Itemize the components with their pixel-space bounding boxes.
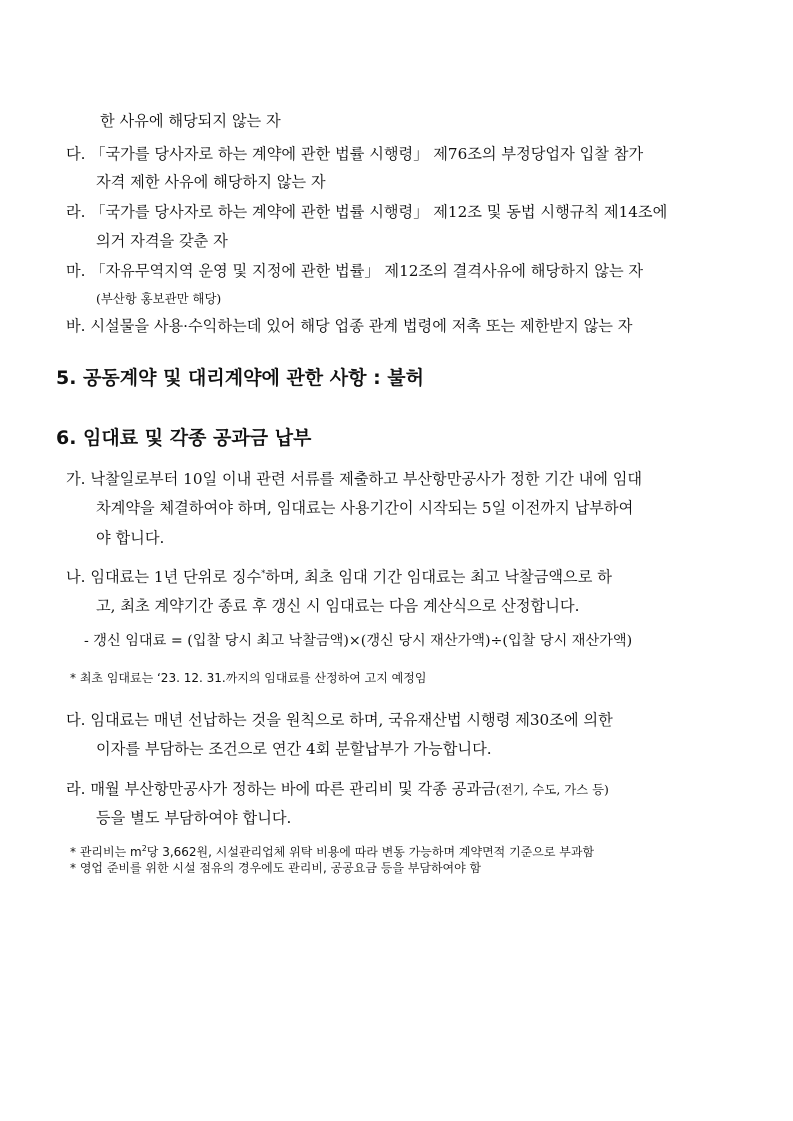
item-ra-line1: 라. 「국가를 당사자로 하는 계약에 관한 법률 시행령」 제12조 및 동법 시행규칙 제14조에: [66, 203, 668, 221]
item-ra6-line1-utilities: (전기, 수도, 가스 등): [495, 782, 609, 797]
renewal-formula: - 갱신 임대료 = (입찰 당시 최고 낙찰금액)×(갱신 당시 재산가액)÷(입찰 당시 재산가액): [84, 633, 633, 649]
item-na-line2: 고, 최초 계약기간 종료 후 갱신 시 임대료는 다음 계산식으로 산정합니다.: [96, 597, 580, 615]
note1-sup: 2: [141, 844, 147, 853]
item-ra-line2: 의거 자격을 갖춘 자: [96, 232, 228, 250]
footnote-star: *: [261, 568, 266, 578]
footnote-initial-rent: * 최초 임대료는 ‘23. 12. 31.까지의 임대료를 산정하여 고지 예정임: [70, 671, 427, 685]
item-ma-line2: (부산항 홍보관만 해당): [96, 291, 222, 306]
item-na-line1: [66, 566, 612, 588]
item-ga-line3: 야 합니다.: [96, 529, 165, 547]
footnote-business-prep: * 영업 준비를 위한 시설 점유의 경우에도 관리비, 공공요금 등을 부담하여야 함: [70, 861, 482, 875]
note1-post: 당 3,662원, 시설관리업체 위탁 비용에 따라 변동 가능하며 계약면적 기준으로 부과함: [146, 845, 595, 859]
item-ga-line1: 가. 낙찰일로부터 10일 이내 관련 서류를 제출하고 부산항만공사가 정한 기간 내에 임대: [66, 470, 643, 488]
item-ra6-line2: 등을 별도 부담하여야 합니다.: [96, 809, 292, 827]
item-ba-line1: 바. 시설물을 사용·수익하는데 있어 해당 업종 관계 법령에 저촉 또는 제한받지 않는 자: [66, 317, 633, 335]
item-da-line1: 다. 「국가를 당사자로 하는 계약에 관한 법률 시행령」 제76조의 부정당업자 입찰 참가: [66, 145, 644, 163]
item-ga-line2: 차계약을 체결하여야 하며, 임대료는 사용기간이 시작되는 5일 이전까지 납부하여: [96, 499, 634, 517]
item-da6-line1: 다. 임대료는 매년 선납하는 것을 원칙으로 하며, 국유재산법 시행령 제30조에 의한: [66, 711, 613, 729]
item-na-line1-pre: 나. 임대료는 1년 단위로 징수: [66, 568, 262, 586]
item-da6-line2: 이자를 부담하는 조건으로 연간 4회 분할납부가 가능합니다.: [96, 740, 492, 758]
item-ra6-line1: [66, 778, 609, 801]
section-5-heading: 5. 공동계약 및 대리계약에 관한 사항 : 불허: [56, 367, 425, 389]
item-ra6-line1-main: 라. 매월 부산항만공사가 정하는 바에 따른 관리비 및 각종 공과금: [66, 780, 496, 798]
note1-pre: * 관리비는 m: [70, 845, 142, 859]
item-tail-text: 한 사유에 해당되지 않는 자: [100, 112, 281, 130]
item-ma-line1: 마. 「자유무역지역 운영 및 지정에 관한 법률」 제12조의 결격사유에 해당하지 않는 자: [66, 262, 644, 280]
item-da-line2: 자격 제한 사유에 해당하지 않는 자: [96, 173, 326, 191]
footnote-management-fee: [70, 844, 594, 860]
item-na-line1-post: 하며, 최초 임대 기간 임대료는 최고 낙찰금액으로 하: [265, 568, 612, 586]
section-6-heading: 6. 임대료 및 각종 공과금 납부: [56, 427, 312, 449]
